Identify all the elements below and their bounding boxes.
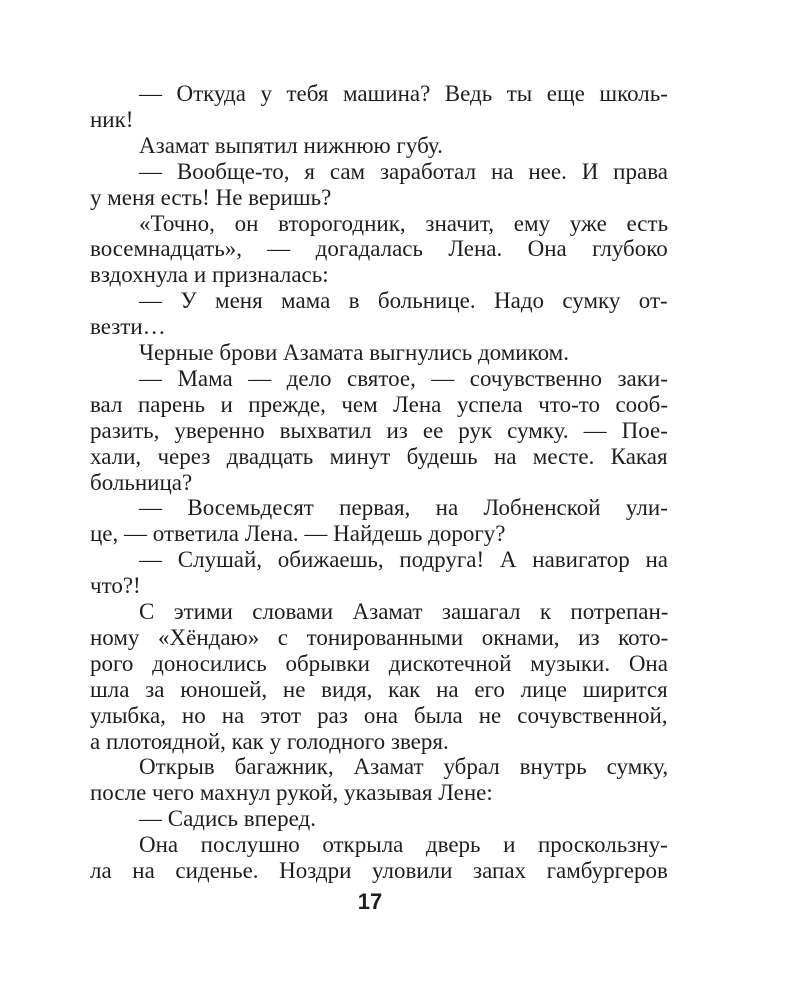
text-line: — У меня мама в больнице. Надо сумку от- bbox=[139, 288, 668, 313]
text-line: Черные брови Азамата выгнулись домиком. bbox=[139, 340, 569, 365]
text-line: везти… bbox=[90, 314, 166, 339]
text-line: «Точно, он второгодник, значит, ему уже есть bbox=[139, 211, 669, 236]
text-line: вал парень и прежде, чем Лена успела что-то сооб- bbox=[90, 392, 669, 417]
text-line: рого доносились обрывки дискотечной музыки. Она bbox=[90, 651, 668, 676]
text-line: це, — ответила Лена. — Найдешь дорогу? bbox=[90, 521, 506, 546]
text-line: разить, уверенно выхватил из ее рук сумку. — Пое- bbox=[90, 418, 668, 443]
text-line: шла за юношей, не видя, как на его лице ширится bbox=[90, 677, 668, 702]
text-line: улыбка, но на этот раз она была не сочувственной, bbox=[90, 703, 668, 728]
text-line: ному «Хёндаю» с тонированными окнами, из кото- bbox=[90, 625, 669, 650]
page-number: 17 bbox=[357, 889, 383, 914]
text-line: хали, через двадцать минут будешь на месте. Какая bbox=[90, 444, 668, 469]
text-line: а плотоядной, как у голодного зверя. bbox=[90, 729, 449, 754]
text-line: — Откуда у тебя машина? Ведь ты еще школь- bbox=[139, 81, 668, 106]
text-line: после чего махнул рукой, указывая Лене: bbox=[90, 780, 493, 805]
text-line: у меня есть! Не веришь? bbox=[90, 185, 332, 210]
text-line: восемнадцать», — догадалась Лена. Она глубоко bbox=[90, 236, 668, 261]
text-line: больница? bbox=[90, 470, 193, 495]
text-line: — Слушай, обижаешь, подруга! А навигатор на bbox=[139, 547, 669, 572]
text-line: С этими словами Азамат зашагал к потрепан- bbox=[139, 599, 669, 624]
text-line: Она послушно открыла дверь и проскользну- bbox=[139, 832, 668, 857]
text-line: ник! bbox=[90, 107, 134, 132]
text-line: — Восемьдесят первая, на Лобненской ули- bbox=[139, 495, 668, 520]
text-line: — Мама — дело святое, — сочувственно заки- bbox=[139, 366, 668, 391]
text-line: — Садись вперед. bbox=[139, 806, 316, 831]
text-line: — Вообще-то, я сам заработал на нее. И права bbox=[139, 159, 668, 184]
text-line: вздохнула и призналась: bbox=[90, 262, 329, 287]
text-line: Открыв багажник, Азамат убрал внутрь сумку, bbox=[139, 754, 669, 779]
text-line: Азамат выпятил нижнюю губу. bbox=[139, 133, 443, 158]
text-line: ла на сиденье. Ноздри уловили запах гамбургеров bbox=[90, 858, 668, 883]
text-line: что?! bbox=[90, 573, 141, 598]
